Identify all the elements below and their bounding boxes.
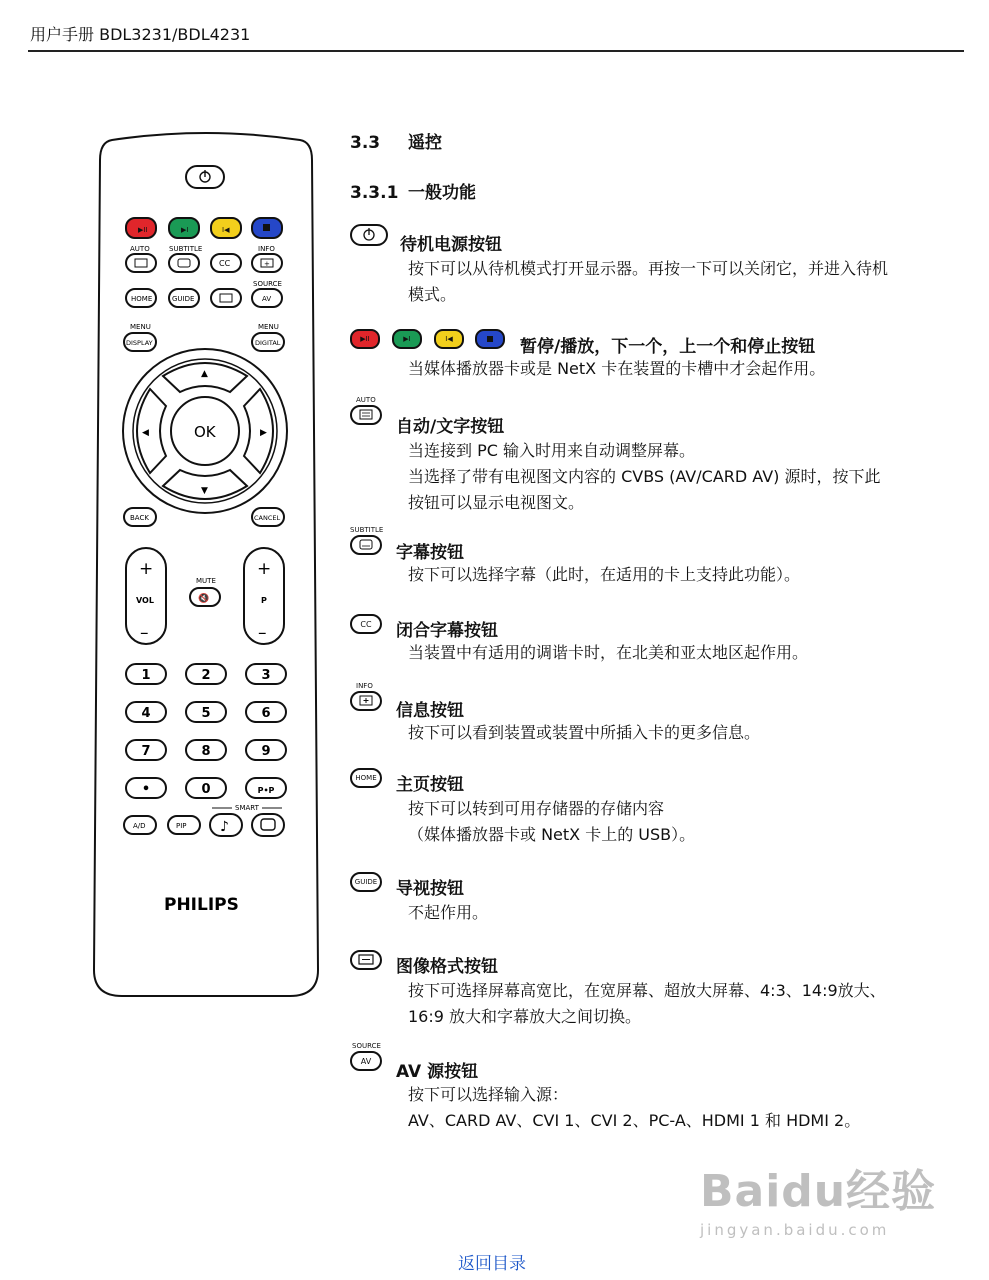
icon-caption: SOURCE	[352, 1042, 381, 1050]
item-desc-line: 当选择了带有电视图文内容的 CVBS (AV/CARD AV) 源时，按下此	[408, 467, 881, 486]
page-header: 用户手册 BDL3231/BDL4231	[30, 25, 251, 44]
svg-text:▲: ▲	[201, 369, 208, 379]
svg-text:🔇: 🔇	[198, 594, 210, 604]
item-title: 导视按钮	[396, 879, 464, 899]
svg-text:MUTE: MUTE	[196, 577, 216, 585]
item-title: 自动/文字按钮	[396, 417, 505, 437]
watermark-url: jingyan.baidu.com	[700, 1221, 890, 1239]
item-title: 闭合字幕按钮	[396, 621, 498, 641]
remote-av-label: AV	[262, 295, 272, 303]
remote-ok-label: OK	[194, 423, 216, 441]
svg-text:▶II: ▶II	[138, 226, 148, 234]
stop-icon	[475, 329, 505, 349]
svg-text:SMART: SMART	[235, 804, 259, 812]
item-desc-line: 按下可选择屏幕高宽比，在宽屏幕、超放大屏幕、4:3、14:9放大、	[408, 981, 886, 1000]
previous-icon: I◀	[434, 329, 464, 349]
header-divider	[28, 50, 964, 52]
remote-key-label: 1	[141, 668, 151, 683]
text-page-icon	[350, 405, 382, 425]
baidu-watermark	[700, 1155, 936, 1239]
svg-text:♪: ♪	[220, 819, 229, 835]
remote-digital-label: DIGITAL	[255, 339, 281, 347]
home-icon: HOME	[350, 768, 382, 788]
remote-brand-logo: PHILIPS	[164, 895, 239, 915]
power-icon	[350, 224, 388, 246]
watermark-logo-text: Baidu经验	[700, 1166, 937, 1217]
svg-text:PIP: PIP	[176, 822, 187, 830]
av-source-icon: AV	[350, 1051, 382, 1071]
svg-text:–: –	[140, 623, 149, 643]
remote-key-label: •	[141, 782, 151, 797]
subsection-heading: 3.3.1 一般功能	[350, 183, 476, 203]
icon-caption: INFO	[356, 682, 373, 690]
remote-key-label: 4	[141, 706, 151, 721]
item-desc-line: 按下可以从待机模式打开显示器。再按一下可以关闭它，并进入待机	[408, 259, 889, 278]
remote-display-label: DISPLAY	[126, 339, 153, 347]
cc-icon: CC	[350, 614, 382, 634]
picture-format-icon	[350, 950, 382, 970]
remote-label-auto: AUTO	[130, 245, 150, 253]
subtitle-icon	[350, 535, 382, 555]
remote-key-label: 5	[201, 706, 211, 721]
item-desc-line: 按钮可以显示电视图文。	[408, 493, 585, 512]
section-heading: 3.3 遥控	[350, 133, 442, 153]
item-desc-line: 按下可以转到可用存储器的存储内容	[408, 799, 665, 818]
item-title: 字幕按钮	[396, 543, 464, 563]
remote-key-label: 0	[201, 782, 211, 797]
remote-key-label: 7	[141, 744, 151, 759]
svg-text:I◀: I◀	[222, 226, 230, 234]
item-title: 信息按钮	[396, 701, 464, 721]
item-title: 主页按钮	[396, 775, 464, 795]
svg-text:A/D: A/D	[133, 822, 146, 830]
svg-text:+: +	[264, 260, 270, 268]
item-desc-line: 按下可以选择字幕（此时，在适用的卡上支持此功能）。	[408, 565, 801, 584]
remote-key-label: 8	[201, 744, 211, 759]
remote-label-info: INFO	[258, 245, 275, 253]
item-desc-line: 模式。	[408, 285, 457, 304]
item-desc-line: 16:9 放大和字幕放大之间切换。	[408, 1007, 642, 1026]
item-desc-line: 当连接到 PC 输入时用来自动调整屏幕。	[408, 441, 695, 460]
svg-text:▼: ▼	[201, 486, 208, 496]
item-desc-line: 按下可以看到装置或装置中所插入卡的更多信息。	[408, 723, 761, 742]
item-title: 图像格式按钮	[396, 957, 498, 977]
item-desc-line: 不起作用。	[408, 903, 489, 922]
svg-text:+: +	[139, 559, 154, 579]
remote-power-button	[186, 166, 224, 188]
svg-text:▶I: ▶I	[181, 226, 189, 234]
remote-key-label: 3	[261, 668, 271, 683]
svg-text:+: +	[257, 559, 272, 579]
back-to-contents-link[interactable]: 返回目录	[458, 1254, 526, 1274]
item-desc-line: 当媒体播放器卡或是 NetX 卡在装置的卡槽中才会起作用。	[408, 359, 826, 378]
remote-key-label: P•P	[257, 786, 275, 795]
remote-back-label: BACK	[130, 514, 149, 522]
svg-text:◀: ◀	[142, 428, 149, 438]
remote-dpad	[123, 349, 287, 513]
info-icon	[350, 691, 382, 711]
remote-label-menu-right: MENU	[258, 323, 279, 331]
guide-icon: GUIDE	[350, 872, 382, 892]
item-title: AV 源按钮	[396, 1062, 479, 1082]
item-title: 暂停/播放，下一个，上一个和停止按钮	[520, 337, 816, 357]
remote-label-source: SOURCE	[253, 280, 282, 288]
item-desc-line: （媒体播放器卡或 NetX 卡上的 USB）。	[408, 825, 696, 844]
icon-caption: AUTO	[356, 396, 376, 404]
svg-text:VOL: VOL	[136, 596, 154, 605]
remote-label-menu-left: MENU	[130, 323, 151, 331]
remote-home-label: HOME	[131, 295, 153, 303]
item-desc-line: 按下可以选择输入源：	[408, 1085, 569, 1104]
remote-cancel-label: CANCEL	[254, 514, 281, 522]
remote-key-label: 6	[261, 706, 271, 721]
remote-label-subtitle: SUBTITLE	[169, 245, 203, 253]
icon-caption: SUBTITLE	[350, 526, 384, 534]
next-icon: ▶I	[392, 329, 422, 349]
pause-play-icon: ▶II	[350, 329, 380, 349]
svg-text:▶: ▶	[260, 428, 267, 438]
svg-text:P: P	[261, 596, 267, 605]
remote-key-label: 9	[261, 744, 271, 759]
remote-key-label: 2	[201, 668, 211, 683]
item-desc-line: 当装置中有适用的调谐卡时，在北美和亚太地区起作用。	[408, 643, 809, 662]
item-desc-line: AV、CARD AV、CVI 1、CVI 2、PC-A、HDMI 1 和 HDMI 2。	[408, 1111, 861, 1130]
remote-control-illustration	[90, 130, 322, 1002]
item-title: 待机电源按钮	[400, 235, 502, 255]
svg-text:–: –	[258, 623, 267, 643]
remote-guide-label: GUIDE	[172, 295, 195, 303]
remote-cc-label: CC	[219, 259, 231, 268]
